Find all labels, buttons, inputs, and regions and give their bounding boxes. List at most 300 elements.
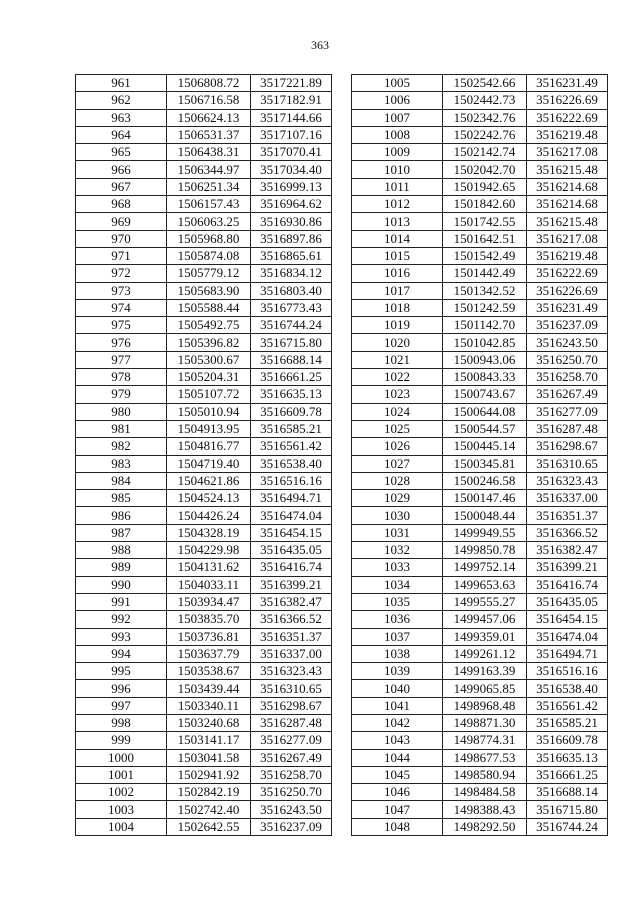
x-coordinate-cell: 1500147.46 — [443, 490, 527, 507]
y-coordinate-cell: 3516337.00 — [251, 645, 332, 662]
x-coordinate-cell: 1502742.40 — [167, 801, 251, 818]
x-coordinate-cell: 1505779.12 — [167, 265, 251, 282]
x-coordinate-cell: 1498774.31 — [443, 732, 527, 749]
table-row — [352, 196, 608, 213]
point-number-cell: 986 — [76, 507, 167, 524]
table-row — [352, 593, 608, 610]
y-coordinate-cell: 3516454.15 — [527, 611, 608, 628]
point-number-cell: 1025 — [352, 420, 443, 437]
x-coordinate-cell: 1503041.58 — [167, 749, 251, 766]
y-coordinate-cell: 3516337.00 — [527, 490, 608, 507]
point-number-cell: 1039 — [352, 663, 443, 680]
table-row — [76, 126, 332, 143]
table-row — [352, 126, 608, 143]
point-number-cell: 1033 — [352, 559, 443, 576]
x-coordinate-cell: 1499163.39 — [443, 663, 527, 680]
point-number-cell: 1019 — [352, 317, 443, 334]
table-row — [76, 542, 332, 559]
x-coordinate-cell: 1499065.85 — [443, 680, 527, 697]
table-row — [352, 144, 608, 161]
table-row — [76, 230, 332, 247]
y-coordinate-cell: 3516897.86 — [251, 230, 332, 247]
point-number-cell: 1016 — [352, 265, 443, 282]
y-coordinate-cell: 3516219.48 — [527, 126, 608, 143]
table-row — [76, 317, 332, 334]
x-coordinate-cell: 1499359.01 — [443, 628, 527, 645]
y-coordinate-cell: 3516474.04 — [251, 507, 332, 524]
y-coordinate-cell: 3516231.49 — [527, 75, 608, 92]
point-number-cell: 971 — [76, 247, 167, 264]
coordinate-table-right — [351, 74, 608, 836]
table-row — [76, 386, 332, 403]
table-row — [352, 628, 608, 645]
y-coordinate-cell: 3516310.65 — [527, 455, 608, 472]
point-number-cell: 981 — [76, 420, 167, 437]
point-number-cell: 1043 — [352, 732, 443, 749]
coordinate-table-left — [75, 74, 332, 836]
point-number-cell: 992 — [76, 611, 167, 628]
y-coordinate-cell: 3517070.41 — [251, 144, 332, 161]
point-number-cell: 1028 — [352, 472, 443, 489]
point-number-cell: 968 — [76, 196, 167, 213]
y-coordinate-cell: 3516222.69 — [527, 109, 608, 126]
x-coordinate-cell: 1502242.76 — [443, 126, 527, 143]
point-number-cell: 1046 — [352, 784, 443, 801]
y-coordinate-cell: 3516688.14 — [251, 351, 332, 368]
point-number-cell: 1038 — [352, 645, 443, 662]
x-coordinate-cell: 1503141.17 — [167, 732, 251, 749]
x-coordinate-cell: 1502642.55 — [167, 818, 251, 835]
x-coordinate-cell: 1501942.65 — [443, 178, 527, 195]
x-coordinate-cell: 1503835.70 — [167, 611, 251, 628]
y-coordinate-cell: 3516744.24 — [527, 818, 608, 835]
y-coordinate-cell: 3516399.21 — [527, 559, 608, 576]
y-coordinate-cell: 3516416.74 — [251, 559, 332, 576]
table-row — [76, 784, 332, 801]
point-number-cell: 1026 — [352, 438, 443, 455]
y-coordinate-cell: 3516222.69 — [527, 265, 608, 282]
table-row — [76, 697, 332, 714]
table-row — [76, 749, 332, 766]
y-coordinate-cell: 3516287.48 — [251, 714, 332, 731]
point-number-cell: 998 — [76, 714, 167, 731]
y-coordinate-cell: 3516258.70 — [527, 369, 608, 386]
y-coordinate-cell: 3516231.49 — [527, 299, 608, 316]
x-coordinate-cell: 1503340.11 — [167, 697, 251, 714]
y-coordinate-cell: 3516351.37 — [251, 628, 332, 645]
table-row — [76, 265, 332, 282]
x-coordinate-cell: 1506716.58 — [167, 92, 251, 109]
x-coordinate-cell: 1501542.49 — [443, 247, 527, 264]
table-row — [352, 732, 608, 749]
table-row — [352, 75, 608, 92]
x-coordinate-cell: 1503240.68 — [167, 714, 251, 731]
x-coordinate-cell: 1498968.48 — [443, 697, 527, 714]
point-number-cell: 969 — [76, 213, 167, 230]
table-row — [76, 732, 332, 749]
y-coordinate-cell: 3516351.37 — [527, 507, 608, 524]
y-coordinate-cell: 3516243.50 — [251, 801, 332, 818]
y-coordinate-cell: 3516226.69 — [527, 92, 608, 109]
y-coordinate-cell: 3516715.80 — [527, 801, 608, 818]
point-number-cell: 1018 — [352, 299, 443, 316]
point-number-cell: 982 — [76, 438, 167, 455]
page-number: 363 — [311, 38, 329, 52]
point-number-cell: 984 — [76, 472, 167, 489]
point-number-cell: 1015 — [352, 247, 443, 264]
table-row — [352, 403, 608, 420]
y-coordinate-cell: 3516323.43 — [251, 663, 332, 680]
x-coordinate-cell: 1498580.94 — [443, 766, 527, 783]
y-coordinate-cell: 3516258.70 — [251, 766, 332, 783]
y-coordinate-cell: 3516217.08 — [527, 230, 608, 247]
table-row — [76, 714, 332, 731]
y-coordinate-cell: 3516267.49 — [527, 386, 608, 403]
y-coordinate-cell: 3517144.66 — [251, 109, 332, 126]
table-row — [352, 109, 608, 126]
y-coordinate-cell: 3516237.09 — [251, 818, 332, 835]
table-row — [352, 369, 608, 386]
point-number-cell: 999 — [76, 732, 167, 749]
x-coordinate-cell: 1503934.47 — [167, 593, 251, 610]
y-coordinate-cell: 3516366.52 — [251, 611, 332, 628]
point-number-cell: 996 — [76, 680, 167, 697]
point-number-cell: 1020 — [352, 334, 443, 351]
table-row — [76, 438, 332, 455]
y-coordinate-cell: 3516323.43 — [527, 472, 608, 489]
y-coordinate-cell: 3517107.16 — [251, 126, 332, 143]
table-row — [76, 92, 332, 109]
table-row — [352, 524, 608, 541]
x-coordinate-cell: 1505010.94 — [167, 403, 251, 420]
table-row — [76, 593, 332, 610]
table-row — [352, 351, 608, 368]
table-row — [352, 230, 608, 247]
table-row — [76, 144, 332, 161]
point-number-cell: 1044 — [352, 749, 443, 766]
y-coordinate-cell: 3517182.91 — [251, 92, 332, 109]
x-coordinate-cell: 1504328.19 — [167, 524, 251, 541]
point-number-cell: 988 — [76, 542, 167, 559]
point-number-cell: 1030 — [352, 507, 443, 524]
x-coordinate-cell: 1505107.72 — [167, 386, 251, 403]
table-row — [352, 697, 608, 714]
table-row — [352, 317, 608, 334]
y-coordinate-cell: 3516803.40 — [251, 282, 332, 299]
x-coordinate-cell: 1505968.80 — [167, 230, 251, 247]
point-number-cell: 1045 — [352, 766, 443, 783]
y-coordinate-cell: 3516516.16 — [527, 663, 608, 680]
point-number-cell: 1021 — [352, 351, 443, 368]
table-row — [76, 247, 332, 264]
point-number-cell: 961 — [76, 75, 167, 92]
y-coordinate-cell: 3516635.13 — [527, 749, 608, 766]
x-coordinate-cell: 1506624.13 — [167, 109, 251, 126]
table-row — [76, 109, 332, 126]
table-row — [76, 645, 332, 662]
point-number-cell: 1022 — [352, 369, 443, 386]
x-coordinate-cell: 1506344.97 — [167, 161, 251, 178]
x-coordinate-cell: 1501442.49 — [443, 265, 527, 282]
y-coordinate-cell: 3516237.09 — [527, 317, 608, 334]
x-coordinate-cell: 1499261.12 — [443, 645, 527, 662]
y-coordinate-cell: 3516382.47 — [251, 593, 332, 610]
table-row — [76, 680, 332, 697]
x-coordinate-cell: 1501842.60 — [443, 196, 527, 213]
x-coordinate-cell: 1498292.50 — [443, 818, 527, 835]
x-coordinate-cell: 1500644.08 — [443, 403, 527, 420]
table-row — [76, 490, 332, 507]
point-number-cell: 974 — [76, 299, 167, 316]
x-coordinate-cell: 1498388.43 — [443, 801, 527, 818]
table-row — [352, 420, 608, 437]
point-number-cell: 990 — [76, 576, 167, 593]
table-row — [352, 282, 608, 299]
y-coordinate-cell: 3516250.70 — [251, 784, 332, 801]
y-coordinate-cell: 3516538.40 — [527, 680, 608, 697]
point-number-cell: 1036 — [352, 611, 443, 628]
point-number-cell: 975 — [76, 317, 167, 334]
y-coordinate-cell: 3516661.25 — [251, 369, 332, 386]
point-number-cell: 994 — [76, 645, 167, 662]
point-number-cell: 989 — [76, 559, 167, 576]
y-coordinate-cell: 3516226.69 — [527, 282, 608, 299]
point-number-cell: 966 — [76, 161, 167, 178]
x-coordinate-cell: 1500048.44 — [443, 507, 527, 524]
x-coordinate-cell: 1504131.62 — [167, 559, 251, 576]
point-number-cell: 970 — [76, 230, 167, 247]
point-number-cell: 962 — [76, 92, 167, 109]
table-row — [76, 507, 332, 524]
point-number-cell: 967 — [76, 178, 167, 195]
point-number-cell: 1000 — [76, 749, 167, 766]
point-number-cell: 991 — [76, 593, 167, 610]
y-coordinate-cell: 3516250.70 — [527, 351, 608, 368]
x-coordinate-cell: 1505396.82 — [167, 334, 251, 351]
point-number-cell: 979 — [76, 386, 167, 403]
x-coordinate-cell: 1500345.81 — [443, 455, 527, 472]
x-coordinate-cell: 1501642.51 — [443, 230, 527, 247]
x-coordinate-cell: 1500544.57 — [443, 420, 527, 437]
point-number-cell: 1011 — [352, 178, 443, 195]
x-coordinate-cell: 1500943.06 — [443, 351, 527, 368]
table-row — [352, 663, 608, 680]
x-coordinate-cell: 1506438.31 — [167, 144, 251, 161]
x-coordinate-cell: 1501742.55 — [443, 213, 527, 230]
point-number-cell: 977 — [76, 351, 167, 368]
y-coordinate-cell: 3516538.40 — [251, 455, 332, 472]
x-coordinate-cell: 1504816.77 — [167, 438, 251, 455]
y-coordinate-cell: 3516454.15 — [251, 524, 332, 541]
point-number-cell: 995 — [76, 663, 167, 680]
point-number-cell: 1023 — [352, 386, 443, 403]
table-row — [76, 559, 332, 576]
table-row — [76, 766, 332, 783]
x-coordinate-cell: 1502342.76 — [443, 109, 527, 126]
table-row — [352, 784, 608, 801]
table-row — [76, 818, 332, 835]
y-coordinate-cell: 3516267.49 — [251, 749, 332, 766]
y-coordinate-cell: 3516609.78 — [251, 403, 332, 420]
point-number-cell: 964 — [76, 126, 167, 143]
y-coordinate-cell: 3516585.21 — [251, 420, 332, 437]
table-row — [352, 455, 608, 472]
table-row — [352, 334, 608, 351]
point-number-cell: 1035 — [352, 593, 443, 610]
point-number-cell: 997 — [76, 697, 167, 714]
point-number-cell: 1037 — [352, 628, 443, 645]
y-coordinate-cell: 3516435.05 — [251, 542, 332, 559]
table-row — [352, 680, 608, 697]
y-coordinate-cell: 3516585.21 — [527, 714, 608, 731]
table-row — [352, 801, 608, 818]
x-coordinate-cell: 1502941.92 — [167, 766, 251, 783]
point-number-cell: 1005 — [352, 75, 443, 92]
x-coordinate-cell: 1503439.44 — [167, 680, 251, 697]
x-coordinate-cell: 1505492.75 — [167, 317, 251, 334]
point-number-cell: 973 — [76, 282, 167, 299]
y-coordinate-cell: 3516310.65 — [251, 680, 332, 697]
x-coordinate-cell: 1504621.86 — [167, 472, 251, 489]
y-coordinate-cell: 3516215.48 — [527, 161, 608, 178]
point-number-cell: 993 — [76, 628, 167, 645]
point-number-cell: 1032 — [352, 542, 443, 559]
point-number-cell: 963 — [76, 109, 167, 126]
table-row — [76, 420, 332, 437]
y-coordinate-cell: 3516277.09 — [527, 403, 608, 420]
table-row — [352, 265, 608, 282]
x-coordinate-cell: 1502842.19 — [167, 784, 251, 801]
x-coordinate-cell: 1500445.14 — [443, 438, 527, 455]
point-number-cell: 1007 — [352, 109, 443, 126]
y-coordinate-cell: 3516516.16 — [251, 472, 332, 489]
y-coordinate-cell: 3516243.50 — [527, 334, 608, 351]
table-row — [352, 386, 608, 403]
table-row — [76, 663, 332, 680]
table-row — [76, 351, 332, 368]
table-row — [76, 334, 332, 351]
y-coordinate-cell: 3516999.13 — [251, 178, 332, 195]
x-coordinate-cell: 1499457.06 — [443, 611, 527, 628]
x-coordinate-cell: 1501142.70 — [443, 317, 527, 334]
point-number-cell: 1048 — [352, 818, 443, 835]
x-coordinate-cell: 1505683.90 — [167, 282, 251, 299]
y-coordinate-cell: 3516214.68 — [527, 196, 608, 213]
table-row — [352, 576, 608, 593]
y-coordinate-cell: 3516366.52 — [527, 524, 608, 541]
x-coordinate-cell: 1498484.58 — [443, 784, 527, 801]
y-coordinate-cell: 3516298.67 — [251, 697, 332, 714]
y-coordinate-cell: 3516688.14 — [527, 784, 608, 801]
y-coordinate-cell: 3516298.67 — [527, 438, 608, 455]
x-coordinate-cell: 1502042.70 — [443, 161, 527, 178]
point-number-cell: 985 — [76, 490, 167, 507]
y-coordinate-cell: 3516609.78 — [527, 732, 608, 749]
point-number-cell: 1017 — [352, 282, 443, 299]
y-coordinate-cell: 3516964.62 — [251, 196, 332, 213]
table-row — [352, 161, 608, 178]
x-coordinate-cell: 1503538.67 — [167, 663, 251, 680]
y-coordinate-cell: 3516930.86 — [251, 213, 332, 230]
point-number-cell: 1014 — [352, 230, 443, 247]
x-coordinate-cell: 1505874.08 — [167, 247, 251, 264]
x-coordinate-cell: 1506808.72 — [167, 75, 251, 92]
point-number-cell: 1047 — [352, 801, 443, 818]
y-coordinate-cell: 3516219.48 — [527, 247, 608, 264]
table-row — [352, 472, 608, 489]
y-coordinate-cell: 3516834.12 — [251, 265, 332, 282]
y-coordinate-cell: 3516715.80 — [251, 334, 332, 351]
table-row — [352, 542, 608, 559]
point-number-cell: 978 — [76, 369, 167, 386]
x-coordinate-cell: 1505204.31 — [167, 369, 251, 386]
y-coordinate-cell: 3516635.13 — [251, 386, 332, 403]
point-number-cell: 1024 — [352, 403, 443, 420]
point-number-cell: 1010 — [352, 161, 443, 178]
point-number-cell: 1029 — [352, 490, 443, 507]
x-coordinate-cell: 1498677.53 — [443, 749, 527, 766]
y-coordinate-cell: 3516494.71 — [527, 645, 608, 662]
x-coordinate-cell: 1504033.11 — [167, 576, 251, 593]
y-coordinate-cell: 3516416.74 — [527, 576, 608, 593]
table-row — [76, 178, 332, 195]
point-number-cell: 1031 — [352, 524, 443, 541]
y-coordinate-cell: 3516661.25 — [527, 766, 608, 783]
y-coordinate-cell: 3516494.71 — [251, 490, 332, 507]
table-row — [76, 472, 332, 489]
x-coordinate-cell: 1504229.98 — [167, 542, 251, 559]
table-row — [76, 213, 332, 230]
table-row — [352, 611, 608, 628]
y-coordinate-cell: 3516382.47 — [527, 542, 608, 559]
point-number-cell: 1003 — [76, 801, 167, 818]
point-number-cell: 976 — [76, 334, 167, 351]
y-coordinate-cell: 3516214.68 — [527, 178, 608, 195]
x-coordinate-cell: 1505588.44 — [167, 299, 251, 316]
table-row — [352, 559, 608, 576]
table-row — [76, 403, 332, 420]
x-coordinate-cell: 1502142.74 — [443, 144, 527, 161]
x-coordinate-cell: 1500743.67 — [443, 386, 527, 403]
x-coordinate-cell: 1506157.43 — [167, 196, 251, 213]
point-number-cell: 987 — [76, 524, 167, 541]
table-row — [76, 369, 332, 386]
point-number-cell: 1004 — [76, 818, 167, 835]
y-coordinate-cell: 3516217.08 — [527, 144, 608, 161]
y-coordinate-cell: 3517221.89 — [251, 75, 332, 92]
table-row — [352, 507, 608, 524]
y-coordinate-cell: 3516215.48 — [527, 213, 608, 230]
x-coordinate-cell: 1499653.63 — [443, 576, 527, 593]
table-row — [352, 749, 608, 766]
table-row — [76, 628, 332, 645]
point-number-cell: 972 — [76, 265, 167, 282]
y-coordinate-cell: 3516773.43 — [251, 299, 332, 316]
point-number-cell: 1042 — [352, 714, 443, 731]
x-coordinate-cell: 1504913.95 — [167, 420, 251, 437]
table-row — [352, 766, 608, 783]
x-coordinate-cell: 1500246.58 — [443, 472, 527, 489]
point-number-cell: 1006 — [352, 92, 443, 109]
table-row — [76, 455, 332, 472]
table-row — [352, 714, 608, 731]
table-row — [352, 213, 608, 230]
table-row — [352, 645, 608, 662]
table-row — [76, 75, 332, 92]
table-row — [76, 611, 332, 628]
y-coordinate-cell: 3516277.09 — [251, 732, 332, 749]
x-coordinate-cell: 1499850.78 — [443, 542, 527, 559]
